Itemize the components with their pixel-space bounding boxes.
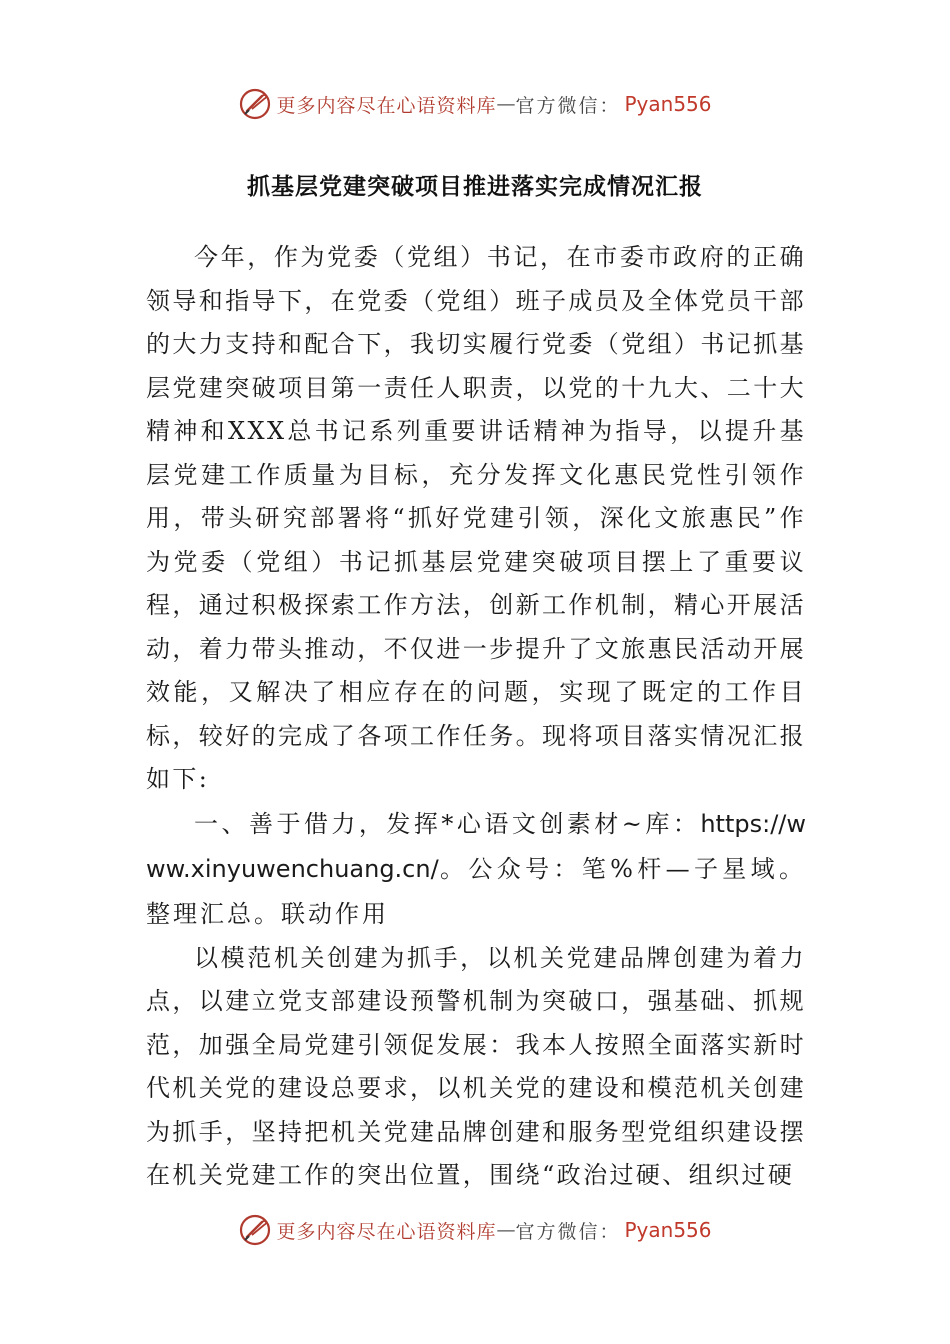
banner-brand-text: 更多内容尽在心语资料库 bbox=[276, 1220, 497, 1243]
banner-wechat-label: 官方微信： bbox=[515, 1220, 621, 1243]
banner-brand-text: 更多内容尽在心语资料库 bbox=[276, 94, 497, 117]
banner-wechat-label: 官方微信： bbox=[515, 94, 621, 117]
section-heading-suffix: 。公众号：笔%杆—子星域。整理汇总。联动作用 bbox=[146, 854, 806, 928]
body-paragraph-section1: 以模范机关创建为抓手，以机关党建品牌创建为着力点，以建立党支部建设预警机制为突破口，强基础、抓规范，加强全局党建引领促发展：我本人按照全面落实新时代机关党的建设总要求，以机关党的建设和模范机关创建为抓手，坚持把机关党建品牌创建和服务型党组织建设摆在机关党建工作的突出位置，围绕“政治过硬、组织过硬 bbox=[146, 943, 806, 1189]
banner-wechat-id: Pyan556 bbox=[624, 92, 712, 116]
quill-seal-icon bbox=[238, 1213, 272, 1247]
quill-seal-icon bbox=[238, 87, 272, 121]
banner-separator: — bbox=[496, 93, 516, 115]
resource-link[interactable]: https://www.xinyuwenchuang.cn/ bbox=[146, 809, 806, 883]
section-heading-1 bbox=[146, 802, 806, 937]
document-title: 抓基层党建突破项目推进落实完成情况汇报 bbox=[247, 174, 703, 200]
document-body bbox=[146, 236, 806, 1198]
banner-separator: — bbox=[496, 1219, 516, 1241]
section-heading-prefix: 一、善于借力，发挥*心语文创素材~库： bbox=[194, 809, 701, 838]
footer-watermark-banner bbox=[0, 1210, 950, 1250]
header-watermark-banner bbox=[0, 84, 950, 124]
banner-wechat-id: Pyan556 bbox=[624, 1218, 712, 1242]
body-paragraph-intro: 今年，作为党委（党组）书记，在市委市政府的正确领导和指导下，在党委（党组）班子成员及全体党员干部的大力支持和配合下，我切实履行党委（党组）书记抓基层党建突破项目第一责任人职责，以党的十九大、二十大精神和XXX总书记系列重要讲话精神为指导，以提升基层党建工作质量为目标，充分发挥文化惠民党性引领作用，带头研究部署将“抓好党建引领，深化文旅惠民”作为党委（党组）书记抓基层党建突破项目摆上了重要议程，通过积极探索工作方法，创新工作机制，精心开展活动，着力带头推动，不仅进一步提升了文旅惠民活动开展效能，又解决了相应存在的问题，实现了既定的工作目标，较好的完成了各项工作任务。现将项目落实情况汇报如下: bbox=[146, 243, 806, 793]
